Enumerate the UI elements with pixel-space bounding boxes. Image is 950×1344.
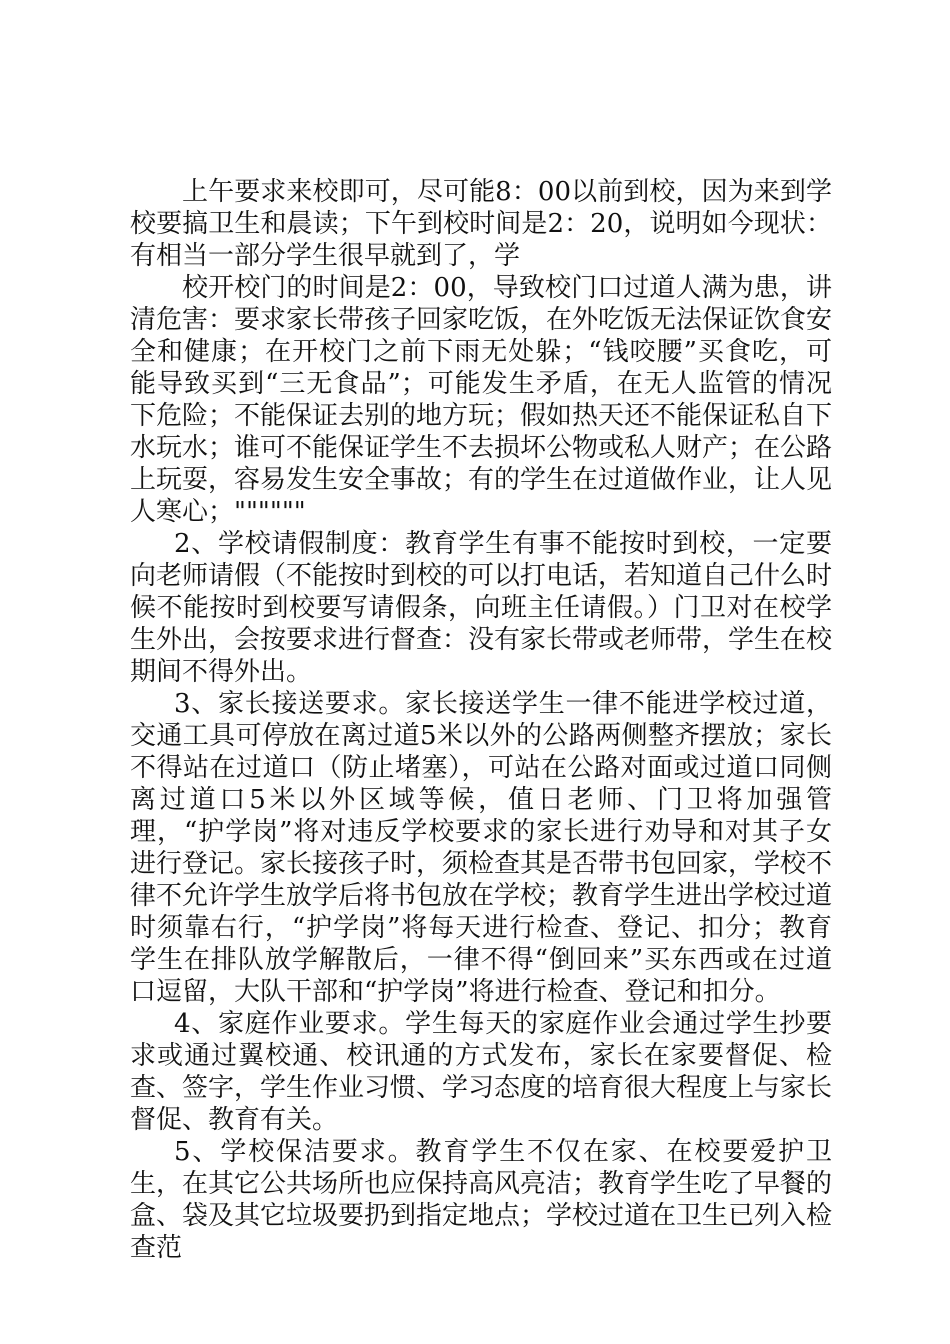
paragraph-homework-rules: 4、家庭作业要求。学生每天的家庭作业会通过学生抄要求或通过翼校通、校讯通的方式发布，家长在家要督促、检查、签字，学生作业习惯、学习态度的培育很大程度上与家长督促、教育有关。: [130, 1009, 833, 1135]
document-body: [130, 176, 832, 1264]
paragraph-pickup-rules: 3、家长接送要求。家长接送学生一律不能进学校过道，交通工具可停放在离过道5米以外的公路两侧整齐摆放；家长不得站在过道口（防止堵塞），可站在公路对面或过道口同侧离过道口5米以外区域等候，值日老师、门卫将加强管理，“护学岗”将对违反学校要求的家长进行劝导和对其子女进行登记。家长接孩子时，须检查其是否带书包回家，学校不律不允许学生放学后将书包放在学校；教育学生进出学校过道时须靠右行，“护学岗”将每天进行检查、登记、扣分；教育学生在排队放学解散后，一律不得“倒回来”买东西或在过道口逗留，大队干部和“护学岗”将进行检查、登记和扣分。: [130, 689, 833, 1007]
paragraph-cleaning-rules: 5、学校保洁要求。教育学生不仅在家、在校要爱护卫生，在其它公共场所也应保持高风亮洁；教育学生吃了早餐的盒、袋及其它垃圾要扔到指定地点；学校过道在卫生已列入检查范: [130, 1137, 833, 1263]
paragraph-gate-hazards: 校开校门的时间是2：00，导致校门口过道人满为患，讲清危害：要求家长带孩子回家吃饭，在外吃饭无法保证饮食安全和健康；在开校门之前下雨无处躲；“钱咬腰”买食吃，可能导致买到“三无食品”；可能发生矛盾，在无人监管的情况下危险；不能保证去别的地方玩；假如热天还不能保证私自下水玩水；谁可不能保证学生不去损坏公物或私人财产；在公路上玩耍，容易发生安全事故；有的学生在过道做作业，让人见人寒心；"""""": [130, 273, 833, 527]
paragraph-arrival-time: 上午要求来校即可，尽可能8：00以前到校，因为来到学校要搞卫生和晨读；下午到校时间是2：20，说明如今现状：有相当一部分学生很早就到了，学: [130, 177, 832, 271]
paragraph-leave-policy: 2、学校请假制度：教育学生有事不能按时到校，一定要向老师请假（不能按时到校的可以打电话，若知道自己什么时候不能按时到校要写请假条，向班主任请假。）门卫对在校学生外出，会按要求进行督查：没有家长带或老师带，学生在校期间不得外出。: [130, 529, 833, 687]
